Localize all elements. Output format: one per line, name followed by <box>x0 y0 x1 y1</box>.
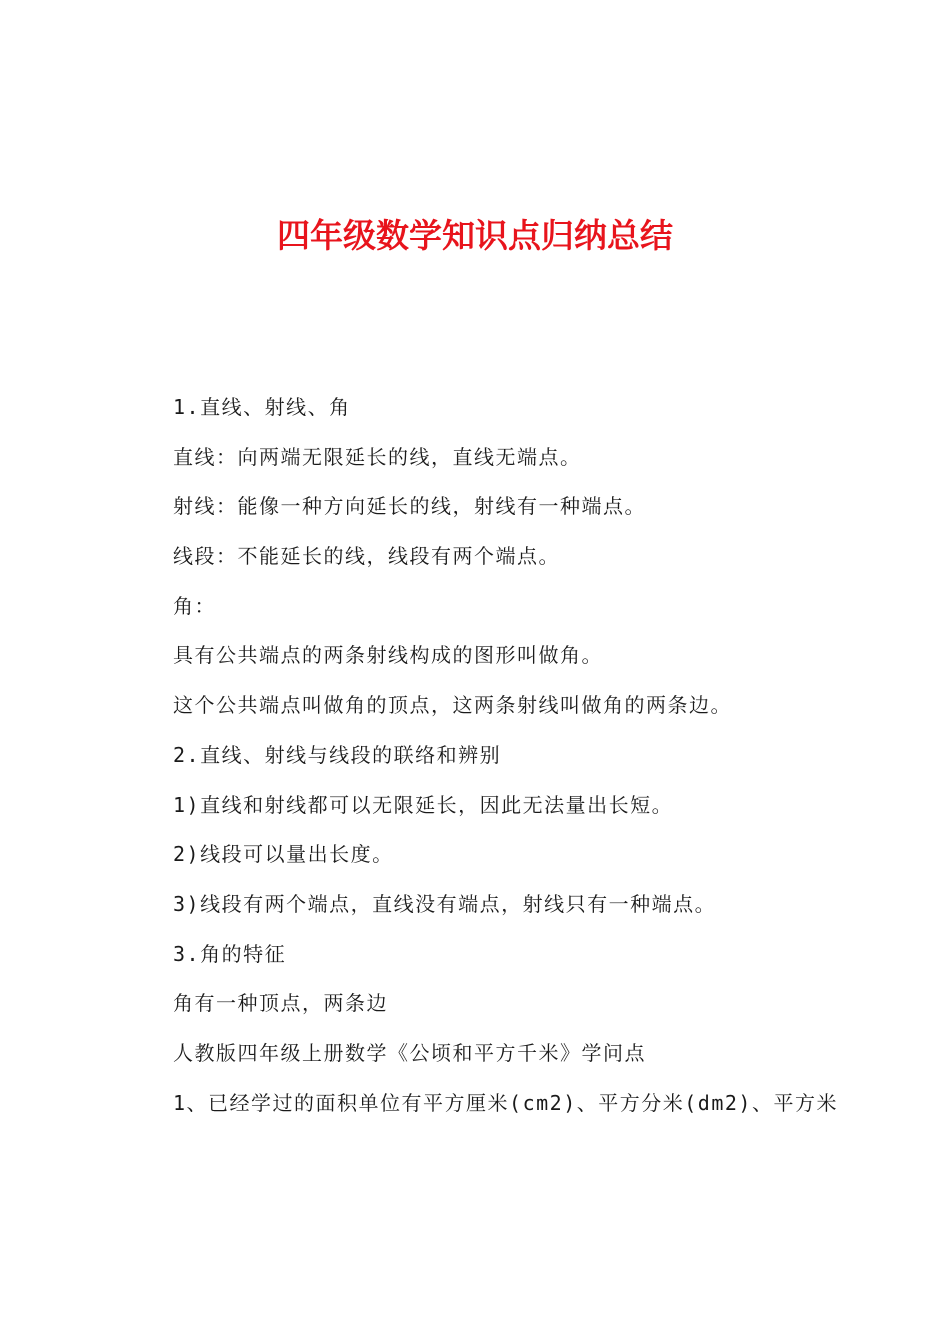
paragraph-line: 角有一种顶点，两条边 <box>173 991 388 1016</box>
paragraph-line: 具有公共端点的两条射线构成的图形叫做角。 <box>173 643 603 668</box>
document-title: 四年级数学知识点归纳总结 <box>277 216 673 255</box>
section-heading-3: 3.角的特征 <box>173 941 287 966</box>
section-heading-4: 人教版四年级上册数学《公顷和平方千米》学问点 <box>173 1040 646 1065</box>
section-heading-1: 1.直线、射线、角 <box>173 395 351 419</box>
section-heading-2: 2.直线、射线与线段的联络和辨别 <box>173 742 502 767</box>
paragraph-line: 3)线段有两个端点，直线没有端点，射线只有一种端点。 <box>173 891 717 916</box>
paragraph-line: 这个公共端点叫做角的顶点，这两条射线叫做角的两条边。 <box>173 693 732 718</box>
paragraph-line: 直线：向两端无限延长的线，直线无端点。 <box>173 444 582 469</box>
paragraph-line: 射线：能像一种方向延长的线，射线有一种端点。 <box>173 494 646 519</box>
paragraph-line: 角： <box>173 593 216 618</box>
paragraph-line: 线段：不能延长的线，线段有两个端点。 <box>173 544 560 569</box>
document-body <box>173 395 873 1140</box>
paragraph-line: 1)直线和射线都可以无限延长，因此无法量出长短。 <box>173 792 674 817</box>
paragraph-line: 2)线段可以量出长度。 <box>173 842 394 867</box>
paragraph-line: 1、已经学过的面积单位有平方厘米(cm2)、平方分米(dm2)、平方米 <box>173 1090 838 1115</box>
